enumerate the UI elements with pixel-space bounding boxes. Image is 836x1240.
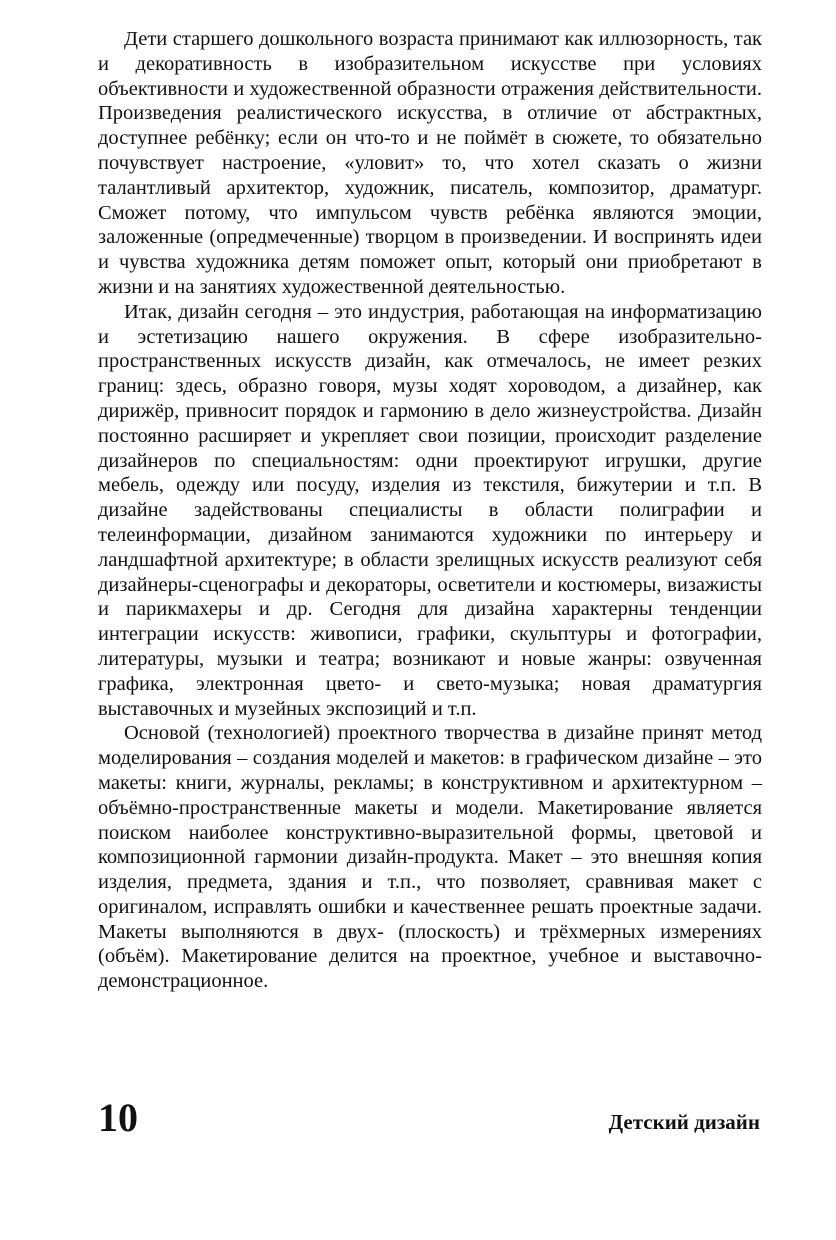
paragraph-2: Итак, дизайн сегодня – это индустрия, работающая на информатизацию и эстетизацию нашего окружения. В сфере изобразительно-пространственных искусств дизайн, как отмечалось, не имеет резких границ: здесь, образно говоря, музы ходят хороводом, а дизайнер, как дирижёр, привносит порядок и гармонию в дело жизнеустройства. Дизайн постоянно расширяет и укрепляет свои позиции, происходит разделение дизайнеров по специальностям: одни проектируют игрушки, другие мебель, одежду или посуду, изделия из текстиля, бижутерии и т.п. В дизайне задействованы специалисты в области полиграфии и телеинформации, дизайном занимаются художники по интерьеру и ландшафтной архитектуре; в области зрелищных искусств реализуют себя дизайнеры-сценографы и декораторы, осветители и костюмеры, визажисты и парикмахеры и др. Сегодня для дизайна характерны тенденции интеграции искусств: живописи, графики, скульптуры и фотографии, литературы, музыки и театра; возникают и новые жанры: озвученная графика, электронная цвето- и свето-музыка; новая драматургия выставочных и музейных экспозиций и т.п. — [98, 300, 762, 720]
page-number: 10 — [98, 1095, 138, 1140]
running-title: Детский дизайн — [608, 1110, 760, 1134]
body-text — [98, 27, 762, 994]
page-footer — [98, 1095, 760, 1146]
paragraph-3: Основой (технологией) проектного творчества в дизайне принят метод моделирования – создания моделей и макетов: в графическом дизайне – это макеты: книги, журналы, рекламы; в конструктивном и архитектурном – объёмно-пространственные макеты и модели. Макетирование является поиском наиболее конструктивно-выразительной формы, цветовой и композиционной гармонии дизайн-продукта. Макет – это внешняя копия изделия, предмета, здания и т.п., что позволяет, сравнивая макет с оригиналом, исправлять ошибки и качественнее решать проектные задачи. Макеты выполняются в двух- (плоскость) и трёхмерных измерениях (объём). Макетирование делится на проектное, учебное и выставочно-демонстрационное. — [98, 722, 762, 993]
paragraph-1: Дети старшего дошкольного возраста принимают как иллюзорность, так и декоративность в изобразительном искусстве при условиях объективности и художественной образности отражения действительности. Произведения реалистического искусства, в отличие от абстрактных, доступнее ребёнку; если он что-то и не поймёт в сюжете, то обязательно почувствует настроение, «уловит» то, что хотел сказать о жизни талантливый архитектор, художник, писатель, композитор, драматург. Сможет потому, что импульсом чувств ребёнка являются эмоции, заложенные (опредмеченные) творцом в произведении. И воспринять идеи и чувства художника детям поможет опыт, который они приобретают в жизни и на занятиях художественной деятельностью. — [98, 28, 762, 298]
